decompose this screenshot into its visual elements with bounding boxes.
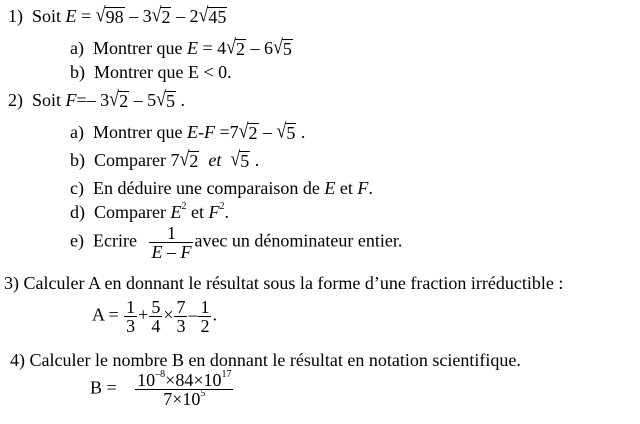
times-sign: × (163, 304, 174, 325)
item-label: b) (70, 150, 85, 170)
var-e-minus-f: E-F (186, 122, 215, 142)
eq-term: =– 3 (76, 90, 110, 110)
sqrt-5: √ 5 (156, 87, 175, 111)
period: . (224, 202, 229, 222)
item-text: Ecrire (92, 230, 137, 251)
minus-term: – (258, 122, 277, 142)
fraction-b (135, 371, 233, 408)
item-label: b) (70, 62, 85, 82)
sqrt-2: √ 2 (109, 87, 129, 111)
exponent: 2 (219, 201, 225, 212)
var-f: F (357, 178, 369, 198)
minus-term: – 5 (129, 90, 157, 110)
expression-b (90, 371, 234, 408)
item-label: e) (70, 230, 84, 251)
eq-term: =7 (214, 122, 239, 142)
expression-a (92, 298, 217, 335)
period: . (175, 90, 185, 110)
fraction-denominator: E – F (151, 242, 192, 262)
item-text: Montrer que (92, 122, 187, 142)
minus-sign: – (188, 304, 198, 325)
minus-term: – 6 (246, 38, 274, 58)
item-text: Comparer 7 (94, 150, 180, 170)
soit-label: Soit (32, 90, 62, 110)
question-2e (70, 224, 402, 261)
question-1 (8, 3, 227, 27)
minus-term: – 3 (124, 6, 152, 26)
period: . (296, 122, 306, 142)
sqrt-98: √ 98 (95, 3, 124, 27)
item-label: d) (70, 202, 85, 222)
item-text: et (335, 178, 358, 198)
eq-sign: = (76, 6, 96, 26)
question-number: 2) (8, 90, 23, 110)
fraction-1-3: $\frac{1}{3}$ (126, 297, 136, 336)
question-2b (70, 147, 260, 171)
sqrt-2: √ 2 (226, 35, 246, 59)
period: . (212, 304, 217, 325)
sqrt-5: √ 5 (230, 147, 250, 171)
item-text: Comparer (94, 202, 171, 222)
fraction-denominator: $7\times 10^5$ (163, 388, 206, 409)
question-1a (70, 35, 293, 59)
item-text: En déduire une comparaison de (92, 178, 325, 198)
item-label: a) (70, 122, 84, 142)
item-text: Montrer que E < 0. (94, 62, 232, 82)
fraction-numerator: 1 (166, 223, 176, 243)
question-2c (70, 178, 373, 198)
var-e: E (186, 38, 198, 58)
var-f: F (208, 202, 220, 222)
var-e: E (65, 6, 77, 26)
item-label: a) (70, 38, 84, 58)
question-1b (70, 62, 232, 82)
question-text: 4) Calculer le nombre B en donnant le résultat en notation scientifique. (10, 350, 521, 370)
period: . (368, 178, 373, 198)
sqrt-5: √ 5 (276, 119, 296, 143)
item-text: Montrer que (92, 38, 187, 58)
sqrt-2: √ 2 (179, 147, 199, 171)
sqrt-2: √ 2 (151, 3, 171, 27)
et-word: et (199, 150, 231, 170)
var-a: A = (92, 304, 119, 325)
plus-sign: + (138, 304, 149, 325)
period: . (250, 150, 260, 170)
fraction-5-4: $\frac{5}{4}$ (151, 297, 161, 336)
fraction-7-3: $\frac{7}{3}$ (176, 297, 186, 336)
item-label: c) (70, 178, 84, 198)
var-f: F (65, 90, 77, 110)
question-2 (8, 87, 185, 111)
question-number: 1) (8, 6, 23, 26)
sqrt-45: √ 45 (198, 3, 227, 27)
fraction-1-2: $\frac{1}{2}$ (200, 297, 210, 336)
sqrt-5: √ 5 (273, 35, 292, 59)
eq-term: = 4 (197, 38, 227, 58)
var-b: B = (90, 377, 117, 398)
sqrt-2: √ 2 (238, 119, 258, 143)
item-text: et (186, 202, 209, 222)
soit-label: Soit (32, 6, 62, 26)
question-2d (70, 202, 229, 222)
var-e: E (170, 202, 182, 222)
question-2a (70, 119, 306, 143)
fraction-numerator: $10^{-8}\times 84\times 10^{17}$ (137, 369, 232, 390)
question-text: 3) Calculer A en donnant le résultat sous la forme d’une fraction irréductible : (4, 273, 564, 293)
question-4 (10, 350, 521, 370)
question-3 (4, 273, 563, 293)
exponent: 2 (181, 201, 187, 212)
fraction-1-over-e-minus-f (149, 224, 193, 261)
minus-term: – 2 (171, 6, 199, 26)
var-e: E (324, 178, 336, 198)
item-text: avec un dénominateur entier. (194, 230, 403, 251)
